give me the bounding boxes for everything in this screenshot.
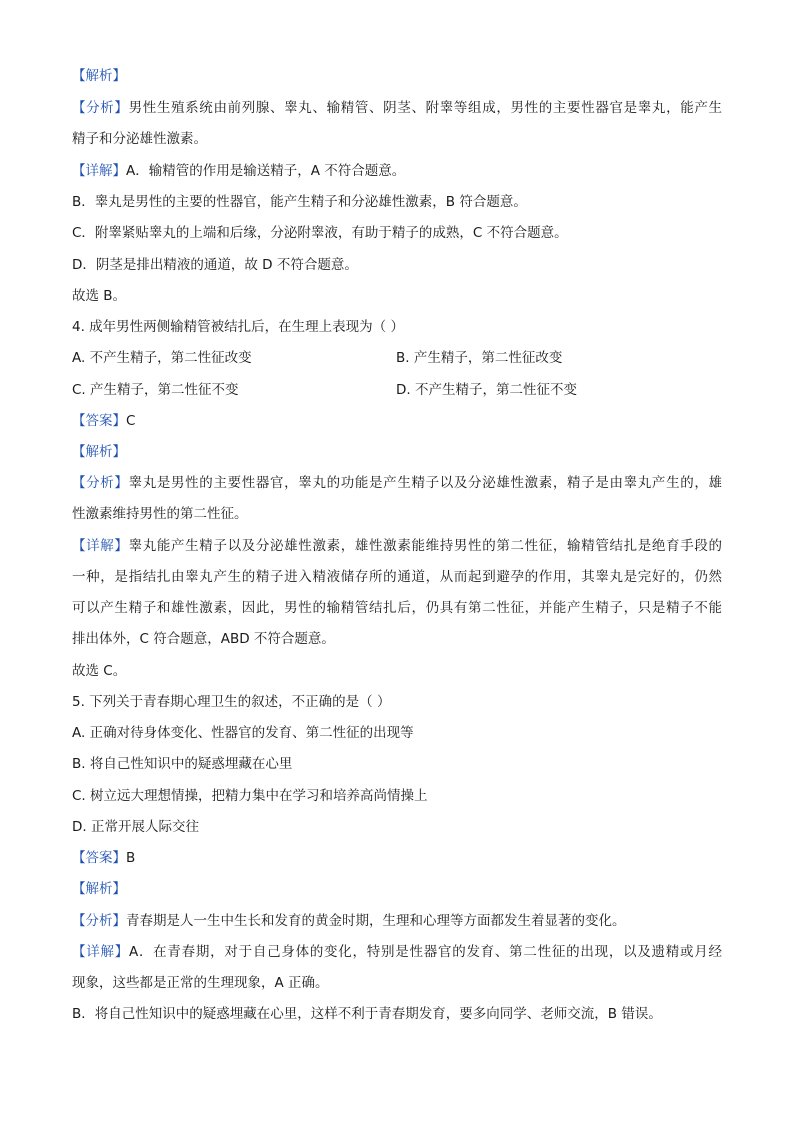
q4-options-row-1: [72, 348, 722, 368]
q3-line-c: C．附睾紧贴睾丸的上端和后缘，分泌附睾液，有助于精子的成熟，C 不符合题意。: [72, 225, 568, 241]
q4-xiangjie-line-3: 可以产生精子和雄性激素，因此，男性的输精管结扎后，仍具有第二性征，并能产生精子，只是精子不能: [72, 600, 722, 616]
q4-option-c: C. 产生精子，第二性征不变: [72, 382, 239, 398]
jiexi-tag: 【解析】: [72, 881, 126, 897]
q5-line-b: B．将自己性知识中的疑惑埋藏在心里，这样不利于青春期发育，要多向同学、老师交流，B 错误。: [72, 1006, 662, 1022]
q4-option-a: A. 不产生精子，第二性征改变: [72, 350, 252, 366]
q4-stem: 4. 成年男性两侧输精管被结扎后，在生理上表现为（ ）: [72, 319, 404, 335]
q3-xiangjie-line-a: [72, 161, 405, 181]
q5-stem: 5. 下列关于青春期心理卫生的叙述，不正确的是（ ）: [72, 694, 391, 710]
q4-xiangjie-line-2: 一种，是指结扎由睾丸产生的精子进入精液储存所的通道，从而起到避孕的作用，其睾丸是完好的，仍然: [72, 569, 722, 585]
jiexi-heading: [72, 66, 126, 86]
daan-tag: 【答案】: [72, 850, 126, 866]
q4-option-d: D. 不产生精子，第二性征不变: [396, 382, 577, 398]
q3-fenxi-text-1: 男性生殖系统由前列腺、睾丸、输精管、阴茎、附睾等组成，男性的主要性器官是睾丸，能产生: [128, 100, 722, 116]
q5-jiexi-heading: [72, 879, 126, 899]
q3-xiangjie-a: A．输精管的作用是输送精子，A 不符合题意。: [126, 163, 406, 179]
q5-fenxi-line-1: [72, 911, 626, 931]
q4-answer-line: [72, 411, 135, 431]
fenxi-tag: 【分析】: [72, 100, 129, 116]
xiangjie-tag: 【详解】: [72, 538, 129, 554]
q5-option-d: D. 正常开展人际交往: [72, 819, 199, 835]
q5-xiangjie-text-1: A．在青春期，对于自己身体的变化，特别是性器官的发育、第二性征的出现，以及遗精或月经: [128, 944, 722, 960]
q5-option-a: A. 正确对待身体变化、性器官的发育、第二性征的出现等: [72, 725, 414, 741]
q5-option-c: C. 树立远大理想情操，把精力集中在学习和培养高尚情操上: [72, 788, 428, 804]
q5-xiangjie-line-1: [72, 942, 722, 962]
q4-fenxi-line-1: [72, 473, 722, 493]
q4-options-row-2: [72, 380, 722, 400]
q5-fenxi-text-1: 青春期是人一生中生长和发育的黄金时期，生理和心理等方面都发生着显著的变化。: [126, 913, 626, 929]
fenxi-tag: 【分析】: [72, 475, 129, 491]
q4-option-b: B. 产生精子，第二性征改变: [396, 350, 563, 366]
q3-line-b: B．睾丸是男性的主要的性器官，能产生精子和分泌雄性激素，B 符合题意。: [72, 194, 527, 210]
q5-option-b: B. 将自己性知识中的疑惑埋藏在心里: [72, 756, 293, 772]
q5-answer: B: [126, 850, 136, 866]
fenxi-tag: 【分析】: [72, 913, 126, 929]
jiexi-tag: 【解析】: [72, 444, 126, 460]
xiangjie-tag: 【详解】: [72, 944, 129, 960]
q4-conclusion: 故选 C。: [72, 663, 127, 679]
q3-fenxi-line-1: [72, 98, 722, 118]
q4-xiangjie-line-1: [72, 536, 722, 556]
q5-xiangjie-line-2: 现象，这些都是正常的生理现象，A 正确。: [72, 975, 329, 991]
q4-answer: C: [126, 413, 136, 429]
q5-answer-line: [72, 848, 135, 868]
daan-tag: 【答案】: [72, 413, 126, 429]
q4-xiangjie-text-1: 睾丸能产生精子以及分泌雄性激素，雄性激素能维持男性的第二性征，输精管结扎是绝育手段的: [128, 538, 722, 554]
q4-fenxi-line-2: 性激素维持男性的第二性征。: [72, 506, 248, 522]
q4-fenxi-text-1: 睾丸是男性的主要性器官，睾丸的功能是产生精子以及分泌雄性激素，精子是由睾丸产生的，雄: [128, 475, 722, 491]
q3-fenxi-line-2: 精子和分泌雄性激素。: [72, 131, 207, 147]
q3-line-d: D．阴茎是排出精液的通道，故 D 不符合题意。: [72, 257, 358, 273]
jiexi-tag: 【解析】: [72, 68, 126, 84]
q3-conclusion: 故选 B。: [72, 288, 127, 304]
q4-xiangjie-line-4: 排出体外，C 符合题意，ABD 不符合题意。: [72, 631, 335, 647]
xiangjie-tag: 【详解】: [72, 163, 126, 179]
q4-jiexi-heading: [72, 442, 126, 462]
